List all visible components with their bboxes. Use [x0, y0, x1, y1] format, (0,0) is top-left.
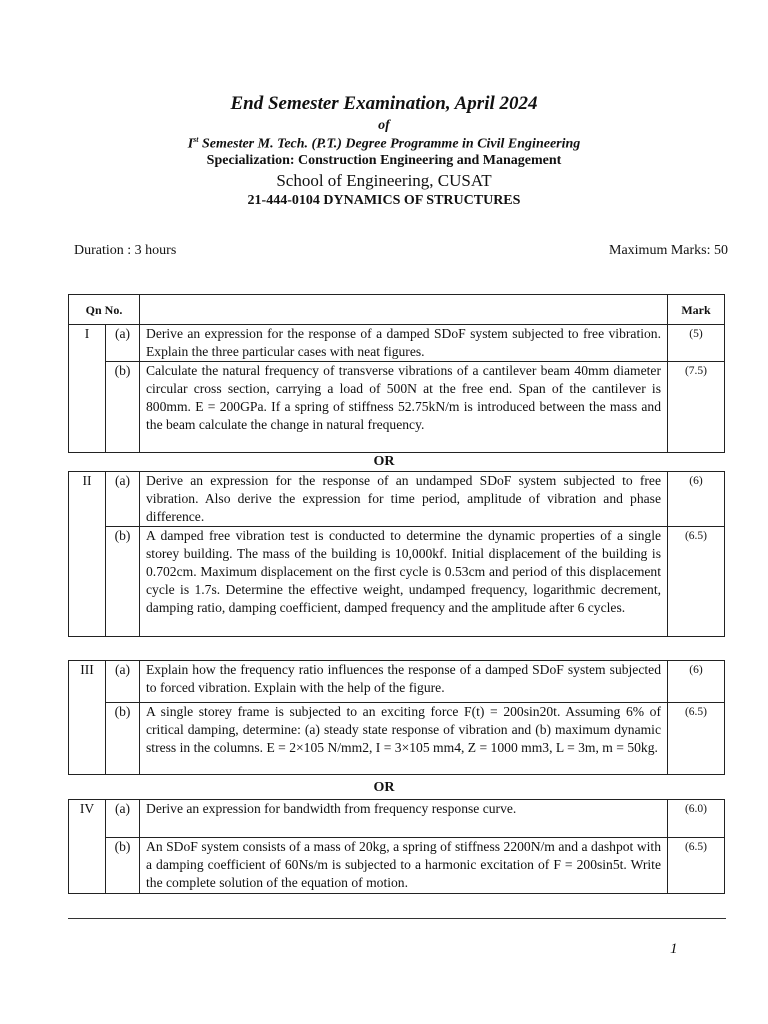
question-number: II — [69, 472, 106, 637]
programme-sup: st — [193, 135, 199, 144]
question-text: A damped free vibration test is conducted to determine the dynamic properties of a single storey building. The mass of the building is 10,000kf. Initial displacement of the building is 0.702cm. Maximum displacement on the first cycle is 0.53cm and period of this displacement cycle is 1.7s. Determine the effective weight, undamped frequency, logarithmic decrement, damping ratio, damping coefficient, damped frequency and the amplitude after 6 cycles. — [140, 527, 668, 637]
question-mark: (6) — [668, 661, 725, 703]
question-table-2 — [68, 471, 725, 637]
part-label: (a) — [106, 472, 140, 527]
mark-header: Mark — [668, 295, 725, 325]
question-text: A single storey frame is subjected to an exciting force F(t) = 200sin20t. Assuming 6% of critical damping, determine: (a) steady state response of vibration and (b) maximum dynamic stress in the columns. E = 2×105 N/mm2, I = 3×105 mm4, Z = 1000 mm3, L = 3m, m = 50kg. — [140, 703, 668, 775]
question-mark: (6.5) — [668, 838, 725, 894]
question-number: IV — [69, 800, 106, 894]
programme-prefix: I — [187, 136, 194, 152]
or-separator: OR — [373, 454, 395, 469]
question-mark: (5) — [668, 325, 725, 362]
question-number: III — [69, 661, 106, 775]
duration: Duration : 3 hours — [74, 243, 177, 258]
course-title: 21-444-0104 DYNAMICS OF STRUCTURES — [247, 193, 521, 208]
question-text: Derive an expression for bandwidth from frequency response curve. — [140, 800, 668, 838]
part-label: (b) — [106, 362, 140, 453]
question-text: Derive an expression for the response of an undamped SDoF system subjected to free vibration. Also derive the expression for time period, amplitude of vibration and phase difference. — [140, 472, 668, 527]
or-separator: OR — [373, 780, 395, 795]
programme-line — [0, 135, 768, 153]
specialization: Specialization: Construction Engineering and Management — [206, 153, 562, 168]
school-name: School of Engineering, CUSAT — [276, 171, 492, 190]
of-line: of — [378, 118, 390, 133]
question-mark: (6) — [668, 472, 725, 527]
question-table-4 — [68, 799, 725, 894]
part-label: (a) — [106, 325, 140, 362]
part-label: (b) — [106, 703, 140, 775]
maximum-marks: Maximum Marks: 50 — [609, 243, 728, 258]
qn-no-header: Qn No. — [69, 295, 140, 325]
question-mark: (6.5) — [668, 703, 725, 775]
part-label: (a) — [106, 800, 140, 838]
question-text: An SDoF system consists of a mass of 20kg, a spring of stiffness 2200N/m and a dashpot with a damping coefficient of 60Ns/m is subjected to a harmonic excitation of F = 200sin5t. Write the complete solution of the equation of motion. — [140, 838, 668, 894]
footer-rule — [68, 918, 726, 919]
part-label: (b) — [106, 527, 140, 637]
question-table-1 — [68, 294, 725, 453]
question-mark: (6.0) — [668, 800, 725, 838]
question-text: Explain how the frequency ratio influences the response of a damped SDoF system subjected to forced vibration. Explain with the help of the figure. — [140, 661, 668, 703]
question-mark: (7.5) — [668, 362, 725, 453]
question-table-3 — [68, 660, 725, 775]
question-header — [140, 295, 668, 325]
programme-text: Semester M. Tech. (P.T.) Degree Programme in Civil Engineering — [202, 136, 581, 152]
question-text: Derive an expression for the response of a damped SDoF system subjected to free vibration. Explain the three particular cases with neat figures. — [140, 325, 668, 362]
part-label: (b) — [106, 838, 140, 894]
question-mark: (6.5) — [668, 527, 725, 637]
exam-title: End Semester Examination, April 2024 — [230, 93, 538, 114]
page-number: 1 — [670, 941, 678, 957]
part-label: (a) — [106, 661, 140, 703]
question-text: Calculate the natural frequency of transverse vibrations of a cantilever beam 40mm diameter circular cross section, carrying a load of 500N at the free end. Span of the cantilever is 800mm. E = 200GPa. If a spring of stiffness 52.75kN/m is introduced between the mass and the beam calculate the change in natural frequency. — [140, 362, 668, 453]
question-number: I — [69, 325, 106, 453]
